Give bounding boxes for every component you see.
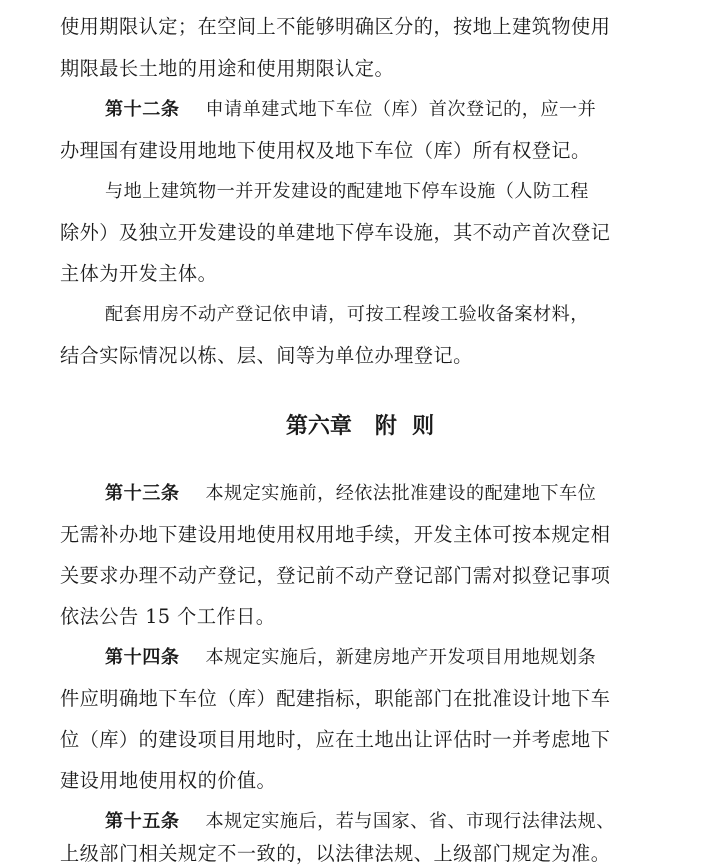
paragraph-line: 上级部门相关规定不一致的，以法律法规、上级部门规定为准。 bbox=[60, 842, 611, 865]
article-12-label: 第十二条 bbox=[105, 99, 180, 120]
article-13-first-line bbox=[0, 480, 720, 508]
article-14-text: 本规定实施后，新建房地产开发项目用地规划条 bbox=[205, 647, 597, 668]
chapter-heading: 第六章 附 则 bbox=[285, 414, 435, 439]
article-12-text: 申请单建式地下车位（库）首次登记的，应一并 bbox=[205, 99, 597, 120]
article-15-text: 本规定实施后，若与国家、省、市现行法律法规、 bbox=[205, 811, 615, 832]
paragraph-line: 办理国有建设用地地下使用权及地下车位（库）所有权登记。 bbox=[60, 139, 591, 162]
paragraph-line: 与地上建筑物一并开发建设的配建地下停车设施（人防工程 bbox=[105, 181, 589, 202]
article-13-label: 第十三条 bbox=[105, 483, 180, 504]
paragraph-line: 位（库）的建设项目用地时，应在土地出让评估时一并考虑地下 bbox=[60, 728, 611, 751]
paragraph-line: 无需补办地下建设用地使用权用地手续，开发主体可按本规定相 bbox=[60, 523, 611, 546]
paragraph-line: 期限最长土地的用途和使用期限认定。 bbox=[60, 57, 395, 80]
paragraph-line: 件应明确地下车位（库）配建指标，职能部门在批准设计地下车 bbox=[60, 687, 611, 710]
article-15-label: 第十五条 bbox=[105, 811, 180, 832]
paragraph-line: 除外）及独立开发建设的单建地下停车设施，其不动产首次登记 bbox=[60, 221, 611, 244]
paragraph-line: 关要求办理不动产登记，登记前不动产登记部门需对拟登记事项 bbox=[60, 564, 611, 587]
paragraph-line: 依法公告 15 个工作日。 bbox=[60, 605, 276, 628]
paragraph-line: 结合实际情况以栋、层、间等为单位办理登记。 bbox=[60, 344, 473, 367]
paragraph-line: 主体为开发主体。 bbox=[60, 262, 218, 285]
paragraph-line: 建设用地使用权的价值。 bbox=[60, 769, 277, 792]
article-12-first-line bbox=[0, 96, 720, 124]
article-14-first-line bbox=[0, 644, 720, 672]
article-14-label: 第十四条 bbox=[105, 647, 180, 668]
article-15-first-line bbox=[0, 808, 720, 836]
article-13-text: 本规定实施前，经依法批准建设的配建地下车位 bbox=[205, 483, 597, 504]
paragraph-line: 配套用房不动产登记依申请，可按工程竣工验收备案材料， bbox=[105, 304, 589, 325]
paragraph-line: 使用期限认定；在空间上不能够明确区分的，按地上建筑物使用 bbox=[60, 15, 611, 38]
